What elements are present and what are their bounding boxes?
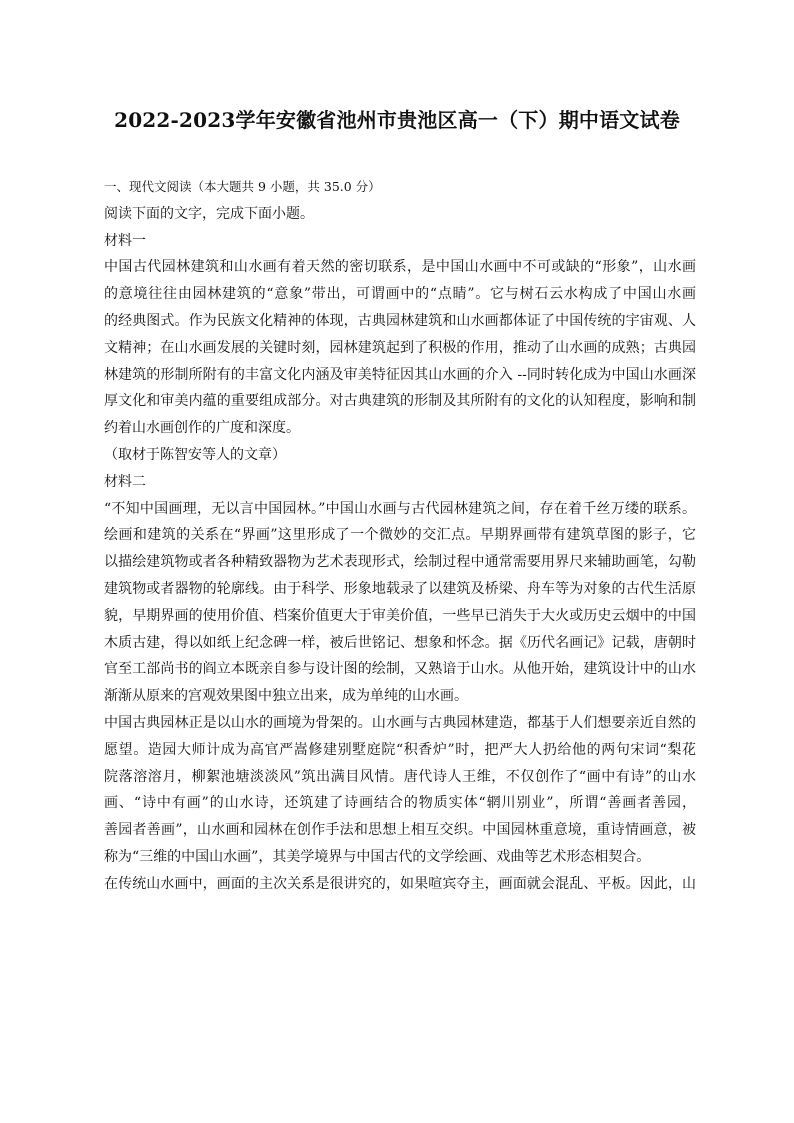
document-title: 2022-2023学年安徽省池州市贵池区高一（下）期中语文试卷 — [114, 108, 680, 132]
paragraph-line: 以描绘建筑物或者各种精致器物为艺术表现形式，绘制过程中通常需要用界尺来辅助画笔，勾勒 — [104, 554, 696, 571]
document-body — [104, 174, 696, 898]
paragraph-line: 在传统山水画中，画面的主次关系是很讲究的，如果喧宾夺主，画面就会混乱、平板。因此，山 — [104, 875, 696, 892]
paragraph-line: 善园者善画”，山水画和园林在创作手法和思想上相互交织。中国园林重意境，重诗情画意，被 — [104, 822, 696, 839]
paragraph-line: 林建筑的形制所附有的丰富文化内涵及审美特征因其山水画的介入 --同时转化成为中国山水画深 — [104, 366, 696, 383]
paragraph-line: 渐渐从原来的宫观效果图中独立出来，成为单纯的山水画。 — [104, 688, 468, 705]
paragraph-line: 称为“三维的中国山水画”，其美学境界与中国古代的文学绘画、戏曲等艺术形态相契合。 — [104, 848, 651, 865]
paragraph-line: 院落溶溶月，柳絮池塘淡淡风”筑出满目风情。唐代诗人王维，不仅创作了“画中有诗”的山水 — [104, 768, 696, 785]
material1-label: 材料一 — [104, 232, 146, 249]
paragraph-line: 的经典图式。作为民族文化精神的体现，古典园林建筑和山水画都体证了中国传统的宇宙观、人 — [104, 312, 696, 329]
paragraph-line: 建筑物或者器物的轮廓线。由于科学、形象地载录了以建筑及桥梁、舟车等为对象的古代生活原 — [104, 580, 696, 597]
paragraph-line: 愿望。造园大师计成为高官严嵩修建别墅庭院“积香炉”时，把严大人扔给他的两句宋词“梨花 — [104, 741, 696, 758]
material1-source: （取材于陈智安等人的文章） — [104, 446, 286, 463]
paragraph-line: 木质古建，得以如纸上纪念碑一样，被后世铭记、想象和怀念。据《历代名画记》记载，唐朝时 — [104, 634, 696, 651]
paragraph-line: 厚文化和审美内蕴的重要组成部分。对古典建筑的形制及其所附有的文化的认知程度，影响和制 — [104, 393, 696, 410]
paragraph-line: 绘画和建筑的关系在“界画”这里形成了一个微妙的交汇点。早期界画带有建筑草图的影子，它 — [104, 527, 696, 544]
paragraph-line: 文精神；在山水画发展的关键时刻，园林建筑起到了积极的作用，推动了山水画的成熟；古典园 — [104, 339, 696, 356]
paragraph-line: 的意境往往由园林建筑的“意象”带出，可谓画中的“点睛”。它与树石云水构成了中国山水画 — [104, 286, 696, 303]
section-heading: 一、现代文阅读（本大题共 9 小题，共 35.0 分） — [104, 179, 381, 194]
paragraph-line: 官至工部尚书的阎立本既亲自参与设计图的绘制，又熟谙于山水。从他开始，建筑设计中的山水 — [104, 661, 696, 678]
paragraph-line: 约着山水画创作的广度和深度。 — [104, 420, 300, 437]
paragraph-line: “不知中国画理，无以言中国园林。”中国山水画与古代园林建筑之间，存在着千丝万缕的联系。 — [104, 500, 696, 517]
instruction-text: 阅读下面的文字，完成下面小题。 — [104, 205, 314, 222]
paragraph-line: 中国古代园林建筑和山水画有着天然的密切联系，是中国山水画中不可或缺的“形象”，山水画 — [104, 259, 696, 276]
material2-label: 材料二 — [104, 473, 146, 490]
paragraph-line: 貌，早期界画的使用价值、档案价值更大于审美价值，一些早已消失于大火或历史云烟中的中国 — [104, 607, 696, 624]
paragraph-line: 画、“诗中有画”的山水诗，还筑建了诗画结合的物质实体“辋川别业”，所谓“善画者善园， — [104, 795, 696, 812]
paragraph-line: 中国古典园林正是以山水的画境为骨架的。山水画与古典园林建造，都基于人们想要亲近自然的 — [104, 714, 696, 731]
